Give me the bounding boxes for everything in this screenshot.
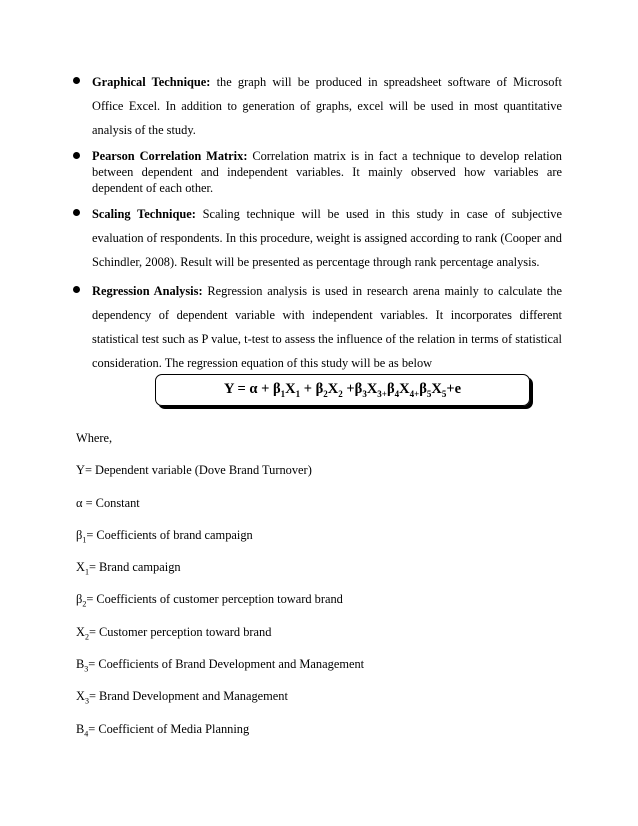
definition-line <box>76 721 576 753</box>
definition-line <box>76 591 576 623</box>
equation-text: X <box>285 381 296 398</box>
definition-subscript: 2 <box>82 599 87 609</box>
definition-line <box>76 688 576 720</box>
equation-subscript: 2 <box>323 388 328 399</box>
bullet-term: Scaling Technique: <box>92 207 196 221</box>
bullet-regression-analysis <box>92 279 562 375</box>
definition-symbol: Y <box>76 463 85 478</box>
definition-line <box>76 462 576 494</box>
definition-subscript: 3 <box>84 696 89 706</box>
definition-subscript: 2 <box>84 632 89 642</box>
equation-subscript: 3 <box>362 388 367 399</box>
bullet-dot-icon <box>73 286 80 293</box>
equation-text: β <box>419 381 427 398</box>
bullet-dot-icon <box>73 77 80 84</box>
equation-text: X <box>366 381 378 398</box>
equation-text: Y = α + β <box>223 381 281 398</box>
definition-symbol: Where, <box>76 431 113 445</box>
definition-symbol: β <box>76 527 83 542</box>
equation-subscript: 4 <box>394 388 400 399</box>
equation-text: +β <box>342 381 363 398</box>
definition-text: = Coefficients of brand campaign <box>86 527 253 542</box>
equation-subscript: 5 <box>426 388 432 399</box>
equation-text: X <box>399 381 410 398</box>
bullet-term: Regression Analysis: <box>92 284 203 298</box>
definition-line <box>76 527 576 559</box>
definition-subscript: 1 <box>84 567 89 577</box>
bullet-pearson-correlation <box>92 148 562 196</box>
regression-equation <box>224 381 461 399</box>
equation-text: + β <box>300 381 324 398</box>
definition-symbol: X <box>76 689 85 704</box>
bullet-dot-icon <box>73 209 80 216</box>
bullet-scaling-technique <box>92 202 562 274</box>
equation-subscript: 3+ <box>377 388 387 399</box>
equation-subscript: 4+ <box>409 388 420 399</box>
definition-line <box>76 624 576 656</box>
technique-list <box>92 70 562 375</box>
definition-text: = Brand Development and Management <box>88 689 288 704</box>
bullet-text: Scaling technique will be used in this study in case of subjective evaluation of respondents. In this procedure, weight is assigned according to rank (Cooper and Schindler, 2008). Result will be presented as percentage through rank percentage analysis. <box>92 207 562 269</box>
equation-subscript: 5 <box>441 388 447 399</box>
variable-definitions <box>76 430 576 753</box>
bullet-text: Correlation matrix is in fact a technique to develop relation between dependent and independent variables. It mainly observed how variables are dependent of each other. <box>92 149 562 195</box>
equation-subscript: 2 <box>338 388 343 399</box>
definition-text: = Dependent variable (Dove Brand Turnover) <box>84 463 312 478</box>
definition-symbol: B <box>76 657 85 672</box>
equation-text: X <box>431 381 442 398</box>
equation-text: X <box>327 381 339 398</box>
definition-line <box>76 559 576 591</box>
definition-text: = Constant <box>82 495 140 510</box>
equation-subscript: 1 <box>295 388 301 399</box>
regression-equation-box <box>155 374 530 406</box>
definition-text: = Coefficients of customer perception toward brand <box>86 592 343 607</box>
bullet-text: Regression analysis is used in research arena mainly to calculate the dependency of dependent variable with independent variables. It incorporates different statistical test such as P value, t-test to assess the influence of the relation in terms of statistical consideration. The regression equation of this study will be as below <box>92 284 563 370</box>
where-label <box>76 430 576 462</box>
bullet-graphical-technique <box>92 70 562 142</box>
definition-symbol: α <box>76 495 83 510</box>
definition-subscript: 1 <box>82 535 87 545</box>
definition-symbol: X <box>76 560 85 575</box>
definition-subscript: 3 <box>84 664 89 674</box>
definition-symbol: B <box>76 721 85 736</box>
definition-line <box>76 495 576 527</box>
bullet-text: the graph will be produced in spreadsheet software of Microsoft Office Excel. In addition to generation of graphs, excel will be used in most quantitative analysis of the study. <box>92 75 562 137</box>
definition-text: = Brand campaign <box>88 560 181 575</box>
definition-line <box>76 656 576 688</box>
definition-text: = Customer perception toward brand <box>88 624 272 639</box>
bullet-term: Graphical Technique: <box>92 75 211 89</box>
definition-symbol: X <box>76 624 85 639</box>
definition-text: = Coefficient of Media Planning <box>88 721 250 736</box>
equation-subscript: 1 <box>280 388 286 399</box>
bullet-term: Pearson Correlation Matrix: <box>92 149 248 163</box>
equation-text: +e <box>446 381 462 398</box>
definition-symbol: β <box>76 592 83 607</box>
equation-text: β <box>386 381 395 398</box>
definition-subscript: 4 <box>84 729 89 739</box>
bullet-dot-icon <box>73 152 80 159</box>
definition-text: = Coefficients of Brand Development and Management <box>88 657 365 672</box>
